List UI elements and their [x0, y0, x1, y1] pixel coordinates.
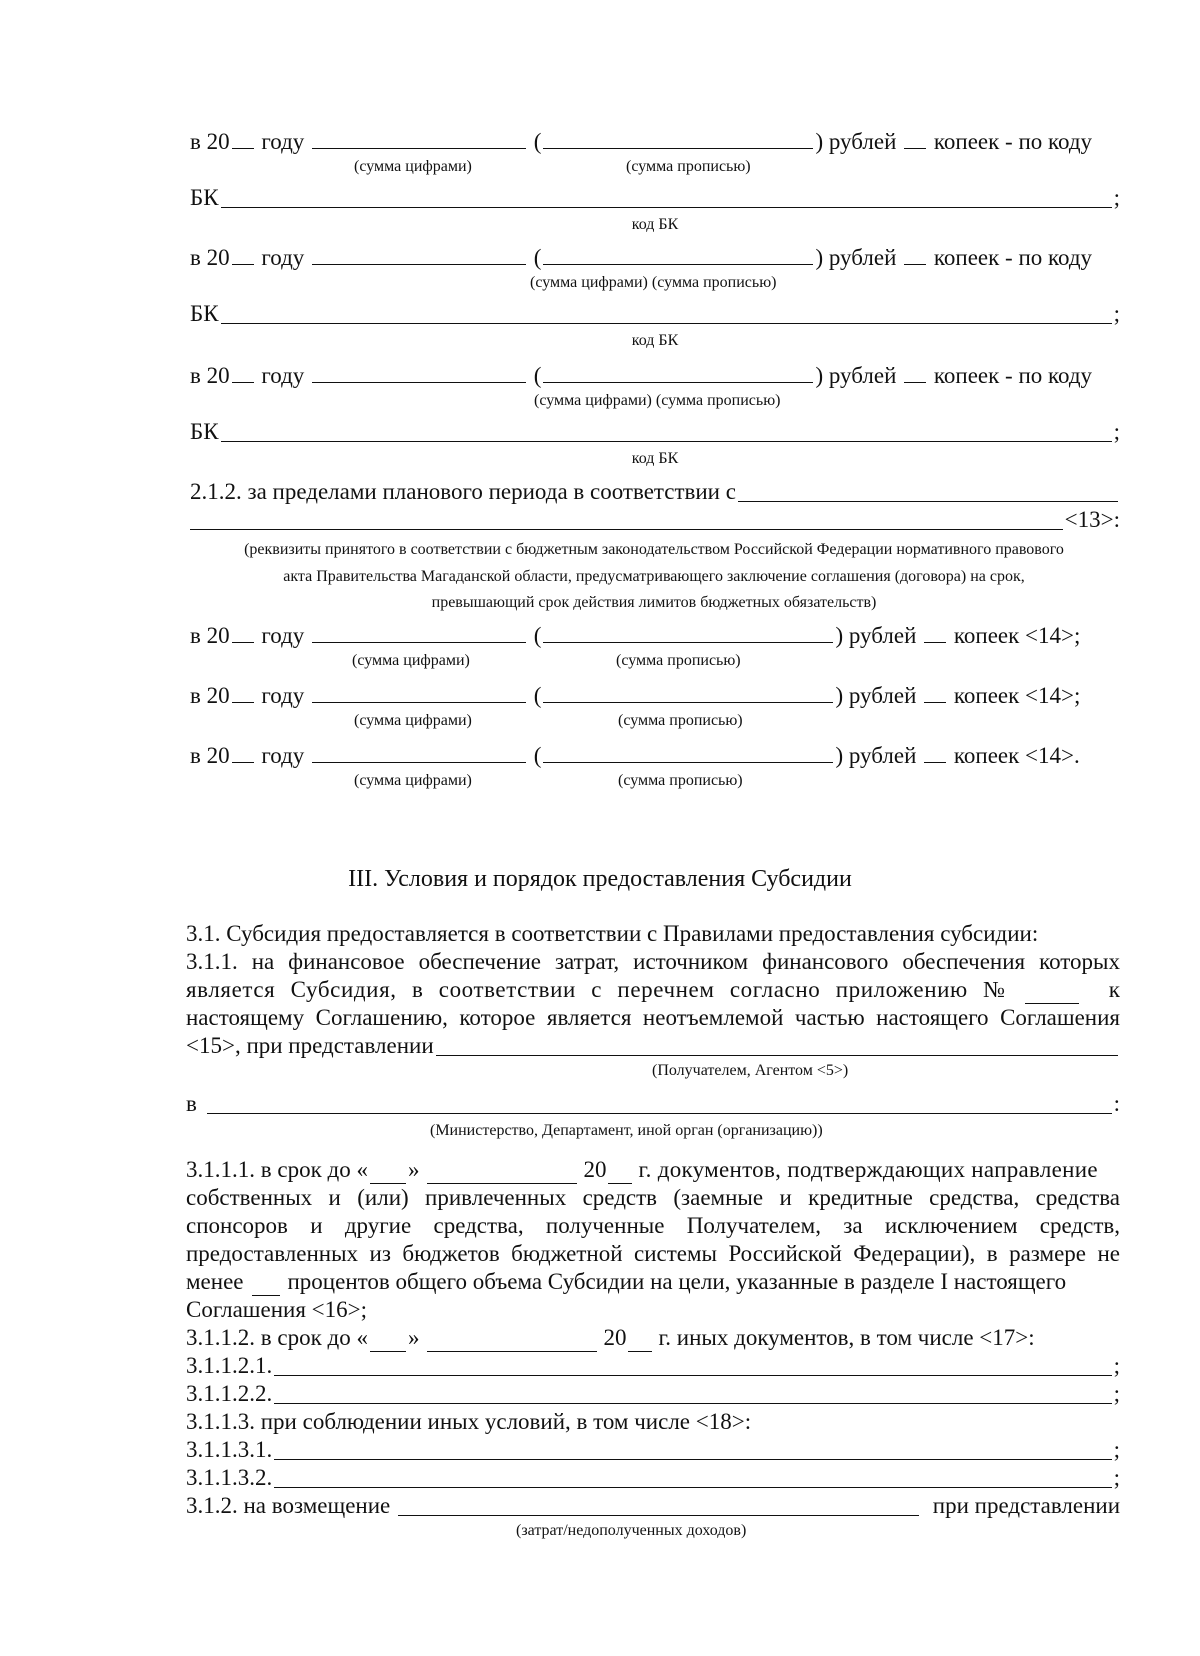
rubles-label: ) рублей — [815, 245, 897, 270]
kopeks-label: копеек <14>; — [953, 683, 1081, 708]
funding-line-2 — [190, 244, 1120, 272]
paren-open: ( — [533, 245, 542, 270]
to-label: в — [186, 1091, 197, 1116]
rubles-label: ) рублей — [815, 363, 897, 388]
caption-bk: код БК — [631, 216, 679, 233]
year-word: году — [261, 363, 305, 388]
semicolon: ; — [1113, 301, 1120, 326]
bk-code-field[interactable] — [221, 303, 1112, 324]
caption-sum-words: (сумма прописью) — [618, 712, 743, 729]
semicolon: ; — [1113, 185, 1120, 210]
year-prefix: в 20 — [190, 363, 230, 388]
act-details-field[interactable] — [738, 481, 1118, 502]
year-prefix: в 20 — [190, 129, 230, 154]
paren-open: ( — [533, 623, 542, 648]
caption-sum-digits: (сумма цифрами) — [354, 772, 472, 789]
clause-3-1-1-3-2 — [186, 1464, 1120, 1492]
clause-3-1-1-3-1 — [186, 1436, 1120, 1464]
funding-line-1 — [190, 128, 1120, 156]
quote-close: » — [407, 1157, 420, 1182]
bk-code-field[interactable] — [221, 421, 1112, 442]
year-blank[interactable] — [232, 742, 254, 763]
caption-bk: код БК — [631, 332, 679, 349]
caption-agent: (Получателем, Агентом <5>) — [652, 1062, 849, 1079]
beyond-line-2 — [190, 682, 1120, 710]
kopeks-field[interactable] — [924, 622, 946, 643]
presentation-text: <15>, при представлении — [186, 1033, 434, 1058]
beyond-line-1 — [190, 622, 1120, 650]
caption-sum-digits: (сумма цифрами) — [354, 712, 472, 729]
sum-digits-field[interactable] — [312, 622, 526, 643]
paren-open: ( — [533, 129, 542, 154]
sum-words-field[interactable] — [543, 682, 833, 703]
percent-field[interactable] — [252, 1275, 280, 1296]
year-prefix: 20 — [603, 1325, 627, 1350]
year-prefix: в 20 — [190, 743, 230, 768]
caption-sum-digits: (сумма цифрами) — [354, 158, 472, 175]
clause-3-1-1-2 — [186, 1324, 1120, 1352]
act-note-2: акта Правительства Магаданской области, предусматривающего заключение соглашения (договора) на срок, — [283, 568, 1025, 585]
year-blank[interactable] — [232, 622, 254, 643]
caption-ministry: (Министерство, Департамент, иной орган (организацию)) — [430, 1122, 823, 1139]
deadline-day-field[interactable] — [370, 1331, 406, 1352]
deadline-text: 3.1.1.2. в срок до « — [186, 1325, 368, 1350]
bk-line-2 — [190, 300, 1120, 328]
section-title: III. Условия и порядок предоставления Субсидии — [348, 866, 852, 892]
kopeks-field[interactable] — [924, 742, 946, 763]
clause-3-1-1-2-2 — [186, 1380, 1120, 1408]
footnote-ref: <13>: — [1064, 507, 1120, 532]
annex-text: является Субсидия, в соответствии с перечнем согласно приложению № — [186, 977, 1006, 1002]
semicolon: ; — [1113, 1437, 1120, 1462]
sum-words-field[interactable] — [543, 742, 833, 763]
year-prefix: в 20 — [190, 683, 230, 708]
paren-open: ( — [533, 743, 542, 768]
paren-open: ( — [533, 363, 542, 388]
sum-words-field[interactable] — [543, 362, 813, 383]
condition-field[interactable] — [274, 1467, 1111, 1488]
clause-2-1-2 — [190, 478, 1120, 506]
item-number: 3.1.1.3.2. — [186, 1465, 273, 1490]
caption-sum-words: (сумма прописью) — [618, 772, 743, 789]
on-presentation-text: при представлении — [932, 1493, 1120, 1518]
year-prefix: 20 — [583, 1157, 607, 1182]
rubles-label: ) рублей — [815, 129, 897, 154]
year-word: году — [261, 245, 305, 270]
semicolon: ; — [1113, 1353, 1120, 1378]
deadline-year-field[interactable] — [628, 1331, 652, 1352]
paren-open: ( — [533, 683, 542, 708]
document-field[interactable] — [274, 1383, 1111, 1404]
year-blank[interactable] — [232, 128, 254, 149]
bk-code-field[interactable] — [221, 187, 1112, 208]
sum-digits-field[interactable] — [312, 362, 526, 383]
sum-digits-field[interactable] — [312, 244, 526, 265]
year-prefix: в 20 — [190, 245, 230, 270]
other-docs-text: г. иных документов, в том числе <17>: — [658, 1325, 1035, 1350]
kopeks-field[interactable] — [904, 128, 926, 149]
semicolon: ; — [1113, 419, 1120, 444]
reimbursement-field[interactable] — [398, 1495, 919, 1516]
annex-number-field[interactable] — [1025, 983, 1079, 1004]
clause-3-1-1-1-line-5 — [186, 1268, 1120, 1296]
beyond-line-3 — [190, 742, 1120, 770]
condition-field[interactable] — [274, 1439, 1111, 1460]
rubles-label: ) рублей — [835, 623, 917, 648]
clause-3-1-1-1-line-1 — [186, 1156, 1120, 1184]
deadline-day-field[interactable] — [370, 1163, 406, 1184]
clause-2-1-2-cont — [190, 506, 1120, 534]
clause-3-1-1-3: 3.1.1.3. при соблюдении иных условий, в том числе <18>: — [186, 1409, 752, 1434]
caption-costs: (затрат/недополученных доходов) — [516, 1522, 747, 1539]
clause-3-1-1-1-line-6: Соглашения <16>; — [186, 1297, 367, 1322]
item-number: 3.1.1.2.1. — [186, 1353, 273, 1378]
clause-3-1-1-line-3: настоящему Соглашению, которое является неотъемлемой частью настоящего Соглашения — [186, 1005, 1120, 1030]
clause-3-1-1-line-4 — [186, 1032, 1120, 1060]
kopeks-field[interactable] — [904, 244, 926, 265]
sum-digits-field[interactable] — [312, 742, 526, 763]
year-word: году — [261, 129, 305, 154]
act-note-3: превышающий срок действия лимитов бюджетных обязательств) — [431, 594, 877, 611]
bk-line-3 — [190, 418, 1120, 446]
bk-label: БК — [190, 185, 219, 210]
year-word: году — [261, 743, 305, 768]
rubles-label: ) рублей — [835, 683, 917, 708]
kopeks-label: копеек - по коду — [933, 363, 1093, 388]
year-word: году — [261, 683, 305, 708]
at-least-text: менее — [186, 1269, 244, 1294]
clause-3-1-1-line-1: 3.1.1. на финансовое обеспечение затрат, источником финансового обеспечения которых — [186, 949, 1120, 974]
bk-label: БК — [190, 419, 219, 444]
item-number: 3.1.1.3.1. — [186, 1437, 273, 1462]
semicolon: ; — [1113, 1465, 1120, 1490]
sum-digits-field[interactable] — [312, 128, 526, 149]
clause-3-1-1-1-line-2: собственных и (или) привлеченных средств (заемные и кредитные средства, средства — [186, 1185, 1120, 1210]
caption-bk: код БК — [631, 450, 679, 467]
clause-3-1: 3.1. Субсидия предоставляется в соответствии с Правилами предоставления субсидии: — [186, 921, 1039, 946]
caption-sum-words: (сумма прописью) — [626, 158, 751, 175]
act-note-1: (реквизиты принятого в соответствии с бюджетным законодательством Российской Федерации нормативного правового — [244, 541, 1064, 558]
clause-2-1-2-text: 2.1.2. за пределами планового периода в соответствии с — [190, 479, 736, 504]
year-word: году — [261, 623, 305, 648]
sum-words-field[interactable] — [543, 622, 833, 643]
caption-sum-words: (сумма прописью) — [616, 652, 741, 669]
item-number: 3.1.1.2.2. — [186, 1381, 273, 1406]
bk-label: БК — [190, 301, 219, 326]
clause-3-1-1-line-5 — [186, 1090, 1120, 1118]
caption-sum-both: (сумма цифрами) (сумма прописью) — [530, 274, 777, 291]
act-details-field-2[interactable] — [190, 509, 1063, 530]
clause-3-1-1-line-2 — [186, 976, 1120, 1004]
sum-digits-field[interactable] — [312, 682, 526, 703]
deadline-month-field[interactable] — [427, 1163, 577, 1184]
clause-3-1-1-2-1 — [186, 1352, 1120, 1380]
deadline-month-field[interactable] — [427, 1331, 597, 1352]
bk-line-1 — [190, 184, 1120, 212]
funding-line-3 — [190, 362, 1120, 390]
year-blank[interactable] — [232, 244, 254, 265]
sum-words-field[interactable] — [543, 244, 813, 265]
colon: : — [1113, 1091, 1120, 1116]
clause-3-1-2 — [186, 1492, 1120, 1520]
ministry-field[interactable] — [207, 1093, 1112, 1114]
rubles-label: ) рублей — [835, 743, 917, 768]
deadline-text: 3.1.1.1. в срок до « — [186, 1157, 368, 1182]
clause-3-1-1-1-line-4: предоставленных из бюджетов бюджетной системы Российской Федерации), в размере не — [186, 1241, 1120, 1266]
kopeks-label: копеек - по коду — [933, 129, 1093, 154]
year-blank[interactable] — [232, 682, 254, 703]
kopeks-field[interactable] — [904, 362, 926, 383]
reimbursement-text: 3.1.2. на возмещение — [186, 1493, 391, 1518]
deadline-year-field[interactable] — [608, 1163, 632, 1184]
clause-3-1-1-1-line-3: спонсоров и другие средства, полученные Получателем, за исключением средств, — [186, 1213, 1120, 1238]
caption-sum-both: (сумма цифрами) (сумма прописью) — [534, 392, 781, 409]
documents-text: г. документов, подтверждающих направление — [638, 1157, 1098, 1182]
percent-text: процентов общего объема Субсидии на цели, указанные в разделе I настоящего — [287, 1269, 1067, 1294]
presenter-field[interactable] — [436, 1035, 1118, 1056]
document-field[interactable] — [274, 1355, 1111, 1376]
kopeks-label: копеек <14>. — [953, 743, 1080, 768]
year-prefix: в 20 — [190, 623, 230, 648]
quote-close: » — [407, 1325, 420, 1350]
year-blank[interactable] — [232, 362, 254, 383]
kopeks-label: копеек - по коду — [933, 245, 1093, 270]
sum-words-field[interactable] — [543, 128, 813, 149]
kopeks-field[interactable] — [924, 682, 946, 703]
caption-sum-digits: (сумма цифрами) — [352, 652, 470, 669]
annex-k: к — [1108, 977, 1120, 1002]
kopeks-label: копеек <14>; — [953, 623, 1081, 648]
semicolon: ; — [1113, 1381, 1120, 1406]
